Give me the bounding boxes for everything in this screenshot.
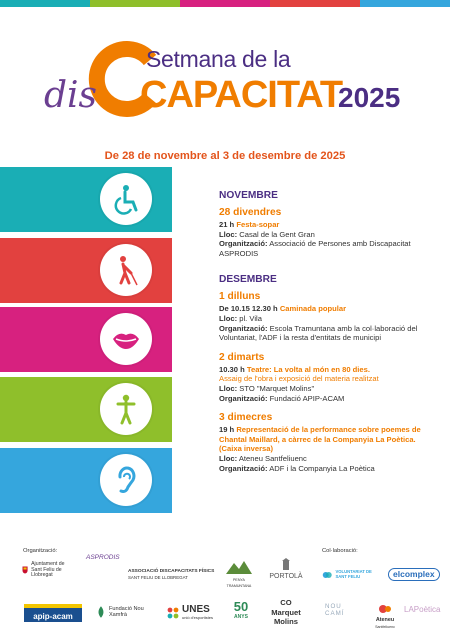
wheelchair-icon	[109, 182, 143, 216]
top-color-bar	[0, 0, 450, 7]
title-line1: Setmana de la	[146, 46, 291, 72]
logo-ateneu: Ateneu Santfeliuenc	[368, 604, 402, 630]
top-bar-red	[270, 0, 360, 7]
hands-icon	[322, 568, 332, 582]
band-sky	[0, 448, 172, 513]
day-28: 28 divendres	[219, 207, 282, 218]
logo-penya: PENYA TRAMUNTANA	[222, 560, 256, 590]
event-caminada: De 10.15 12.30 h Caminada popular Lloc: pl. Vila Organització: Escola Tramuntana amb la col·laboració del Voluntariat, l'ADF i la resta d'entitats de municipi	[219, 304, 418, 343]
month-title-desembre: DESEMBRE	[219, 274, 277, 286]
event-performance: 19 h Representació de la performance sobre poemes de Chantal Maillard, a càrrec de la Companyia La Poètica. (Caixa inversa) Lloc: Ateneu Santfeliuenc Organització: ADF i la Companyia La Poètica	[219, 425, 421, 473]
event-festa-sopar: 21 h Festa-sopar Lloc: Casal de la Gent Gran Organització: Associació de Persones amb Discapacitat ASPRODIS	[219, 220, 411, 258]
band-green	[0, 377, 172, 442]
mountain-icon	[226, 560, 252, 574]
day-2: 2 dimarts	[219, 351, 265, 363]
logo-nou-cami: NOU CAMÍ	[325, 603, 345, 617]
top-bar-magenta	[180, 0, 270, 7]
ateneu-icon	[379, 604, 391, 614]
shield-icon	[22, 562, 28, 578]
top-bar-green	[90, 0, 180, 7]
title-year: 2025	[338, 82, 401, 113]
top-bar-sky	[360, 0, 450, 7]
event-teatre: 10.30 h Teatre: La volta al món en 80 dies. Assaig de l'obra i exposició del materia realitzat Lloc: STO "Marquet Molins" Organització: Fundació APIP-ACAM	[219, 364, 379, 403]
logo-nou-xamfra: Fundació Nou Xamfrà	[96, 604, 154, 620]
collab-label: Col·laboració:	[322, 548, 358, 554]
logo-discapacitats: ASSOCIACIÓ DISCAPACITATS FÍSICS SANT FELIU DE LLOBREGAT	[128, 569, 215, 580]
org-label: Organització:	[23, 548, 58, 554]
logo-50-anys: 50 ANYS	[233, 599, 249, 621]
title-dates: De 28 de novembre al 3 de desembre de 2025	[104, 150, 346, 162]
dots-icon	[167, 607, 179, 619]
top-bar-teal	[0, 0, 90, 7]
logo-portola: PORTOLÀ	[266, 558, 306, 580]
ear-icon	[109, 463, 143, 497]
blind-cane-icon	[109, 253, 143, 287]
day-1: 1 dilluns	[219, 291, 261, 303]
tower-icon	[281, 558, 291, 570]
logo-marquet-molins: CO Marquet Molins	[271, 598, 301, 626]
logo-la-poetica: LAPoètica	[404, 605, 441, 614]
footer-logos	[0, 540, 450, 633]
logo-apip-acam: apip-acam	[24, 604, 82, 622]
agenda	[219, 190, 429, 473]
logo-ajuntament: Ajuntament de Sant Feliu de Llobregat	[22, 562, 76, 579]
title-block	[0, 32, 450, 162]
person-icon	[109, 392, 143, 426]
day-3: 3 dimecres	[219, 412, 273, 424]
logo-elcomplex: elcomplex	[388, 568, 440, 581]
leaf-icon	[96, 604, 106, 620]
lips-icon	[109, 322, 143, 356]
title-prefix: dis	[44, 75, 98, 116]
title-line2: CAPACITAT	[140, 74, 343, 116]
band-red	[0, 238, 172, 303]
band-teal	[0, 167, 172, 232]
band-magenta	[0, 307, 172, 372]
logo-voluntariat: VOLUNTARIAT DE SANT FELIU	[322, 568, 382, 582]
month-title-novembre: NOVEMBRE	[219, 190, 278, 201]
logo-unes: UNES unió d'esportistes	[167, 604, 219, 622]
logo-asprodis: ASPRODIS	[86, 554, 120, 561]
